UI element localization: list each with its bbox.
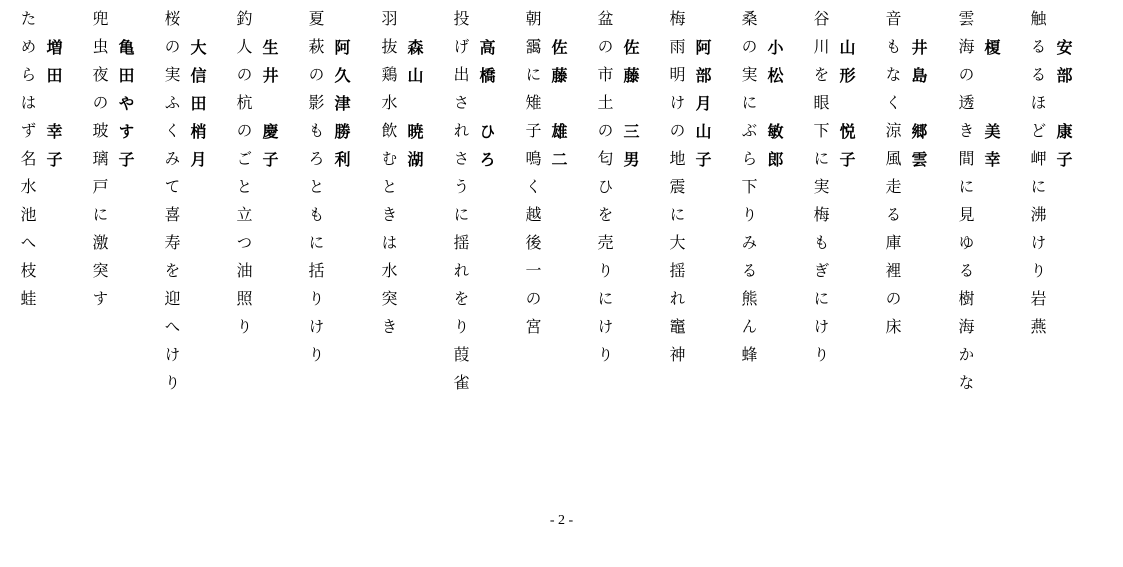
author-name: 阿久津勝利 [332,39,351,179]
author-name: 山形 悦子 [837,39,856,179]
author-name: 佐藤 三男 [621,39,640,179]
author-name: 小松 敏郎 [765,39,784,179]
author-name: 亀田やす子 [116,39,135,179]
haiku-text: 朝靄に雉子鳴く越後一の宮 [523,10,542,346]
author-name: 井島 郷雲 [909,39,928,179]
haiku-text: 釣人の杭のごと立つ油照り [234,10,253,346]
haiku-text: 谷川を眼下に実梅もぎにけり [811,10,830,374]
haiku-text: ためらはず名水池へ枝蛙 [18,10,37,318]
haiku-text: 触るるほど岬に沸けり岩燕 [1028,10,1047,346]
haiku-text: 投げ出されさうに揺れをり葭雀 [451,10,470,402]
haiku-text: 音もなく涼風走る庫裡の床 [883,10,902,346]
author-name: 榎 美幸 [982,39,1001,179]
haiku-text: 桑の実にぶら下りみる熊ん蜂 [739,10,758,374]
author-name: 大信田梢月 [188,39,207,179]
haiku-text: 盆の市土の匂ひを売りにけり [595,10,614,374]
author-name: 増田 幸子 [44,39,63,179]
haiku-text: 雲海の透き間に見ゆる樹海かな [956,10,975,402]
author-name: 阿部月山子 [693,39,712,179]
haiku-text: 兜虫夜の玻璃戸に激突す [90,10,109,318]
author-name: 佐藤 雄二 [549,39,568,179]
page-number: - 2 - [549,513,574,528]
author-name: 安部 康子 [1054,39,1073,179]
haiku-text: 桜の実ふくみて喜寿を迎へけり [162,10,181,402]
author-name: 生井 慶子 [260,39,279,179]
author-name: 森山 暁湖 [405,39,424,179]
haiku-text: 夏萩の影もろともに括りけり [306,10,325,374]
haiku-text: 羽抜鶏水飲むときは水突き [379,10,398,346]
haiku-text: 梅雨明けの地震に大揺れ竈神 [667,10,686,374]
author-name: 高橋 ひろ [477,39,496,179]
